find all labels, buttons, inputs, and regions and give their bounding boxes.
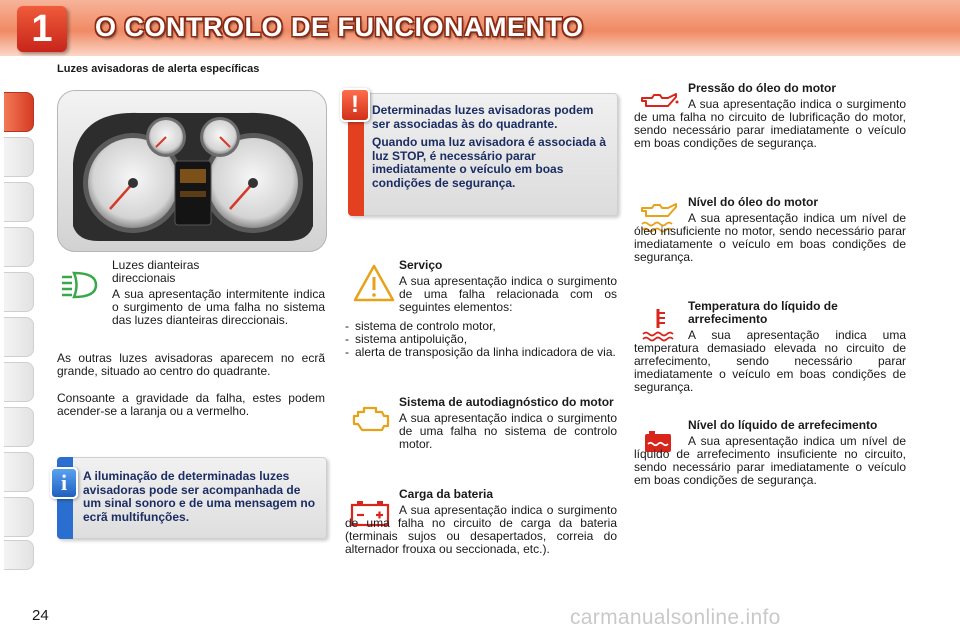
headlights-title: Luzes dianteiras direccionais [112, 258, 200, 285]
coolant-temperature-section [634, 300, 906, 394]
cluster-paragraph: As outras luzes avisadoras aparecem no ecrã grande, situado ao centro do quadrante. [57, 351, 325, 378]
service-item-1: - sistema de controlo motor, [345, 320, 617, 333]
oil-pressure-section [634, 82, 906, 150]
diagnostic-title: Sistema de autodiagnóstico do motor [399, 395, 614, 409]
chapter-number: 1 [31, 8, 53, 50]
warning-line-2: Quando uma luz avisadora é associada à luz STOP, é necessário parar imediatamente o veículo em boas condições de segurança. [372, 135, 607, 190]
oil-level-text: A sua apresentação indica um nível de óleo insuficiente no motor, sendo necessário parar imediatamente o veículo em boas condições de segurança. [634, 211, 906, 264]
info-icon: i [50, 467, 78, 499]
diagnostic-text: A sua apresentação indica o surgimento de uma falha no sistema de controlo motor. [399, 411, 617, 451]
coolant-level-text: A sua apresentação indica um nível de líquido de arrefecimento insuficiente no circuito, sendo necessário parar imediatamente o veículo em boas condições de segurança. [634, 434, 906, 487]
chapter-tab-1[interactable] [4, 92, 34, 132]
chapter-tab-8[interactable] [4, 407, 34, 447]
section-heading: Luzes avisadoras de alerta específicas [57, 63, 260, 75]
coolant-level-section [634, 419, 906, 487]
chapter-tab-11[interactable] [4, 540, 34, 570]
service-item-2: - sistema antipoluição, [345, 333, 617, 346]
chapter-tabs [0, 62, 38, 577]
coolant-temperature-text: A sua apresentação indica uma temperatura demasiado elevada no circuito de arrefecimento, sendo necessário parar imediatamente o veículo em boas condições de segurança. [634, 328, 906, 394]
chapter-badge [17, 6, 67, 52]
headlights-section [57, 288, 325, 327]
chapter-tab-6[interactable] [4, 317, 34, 357]
battery-title: Carga da bateria [399, 487, 494, 501]
chapter-tab-4[interactable] [4, 227, 34, 267]
watermark: carmanualsonline.info [570, 606, 781, 629]
oil-pressure-title: Pressão do óleo do motor [688, 81, 837, 95]
page-header [0, 0, 960, 56]
page-number: 24 [32, 607, 49, 624]
chapter-tab-7[interactable] [4, 362, 34, 402]
service-section [345, 259, 617, 359]
chapter-tab-9[interactable] [4, 452, 34, 492]
headlights-text: A sua apresentação intermitente indica o surgimento de uma falha no sistema das luzes dianteiras direccionais. [112, 287, 325, 327]
warning-text [372, 104, 610, 195]
engine-icon [350, 402, 392, 436]
service-item-3: - alerta de transposição da linha indicadora de via. [345, 346, 617, 359]
chapter-tab-2[interactable] [4, 137, 34, 177]
warning-line-1: Determinadas luzes avisadoras podem ser associadas às do quadrante. [372, 103, 594, 131]
diagnostic-section [399, 396, 617, 451]
info-text: A iluminação de determinadas luzes avisadoras pode ser acompanhada de um sinal sonoro e de uma mensagem no ecrã multifunções. [83, 469, 316, 524]
oil-pressure-text: A sua apresentação indica o surgimento de uma falha no circuito de lubrificação do motor, sendo necessário parar imediatamente o veículo em boas condições de segurança. [634, 97, 906, 150]
chapter-tab-3[interactable] [4, 182, 34, 222]
service-text: A sua apresentação indica o surgimento de uma falha relacionada com os seguintes elementos: [399, 274, 617, 314]
severity-paragraph: Consoante a gravidade da falha, estes podem acender-se a laranja ou a vermelho. [57, 391, 325, 418]
oil-level-title: Nível do óleo do motor [688, 195, 819, 209]
battery-section [345, 488, 617, 556]
battery-text: A sua apresentação indica o surgimento de uma falha no circuito de carga da bateria (terminais sujos ou desapertados, correia do alternador frouxa ou seccionada, etc.). [345, 503, 617, 556]
exclamation-icon: ! [340, 88, 370, 122]
chapter-title: O CONTROLO DE FUNCIONAMENTO [95, 12, 584, 42]
coolant-level-title: Nível do líquido de arrefecimento [688, 418, 878, 432]
service-list [345, 320, 617, 359]
coolant-temperature-title: Temperatura do líquido de arrefecimento [688, 299, 838, 326]
oil-level-section [634, 196, 906, 264]
chapter-tab-5[interactable] [4, 272, 34, 312]
service-title: Serviço [399, 258, 443, 272]
chapter-tab-10[interactable] [4, 497, 34, 537]
instrument-cluster-image [57, 90, 327, 252]
